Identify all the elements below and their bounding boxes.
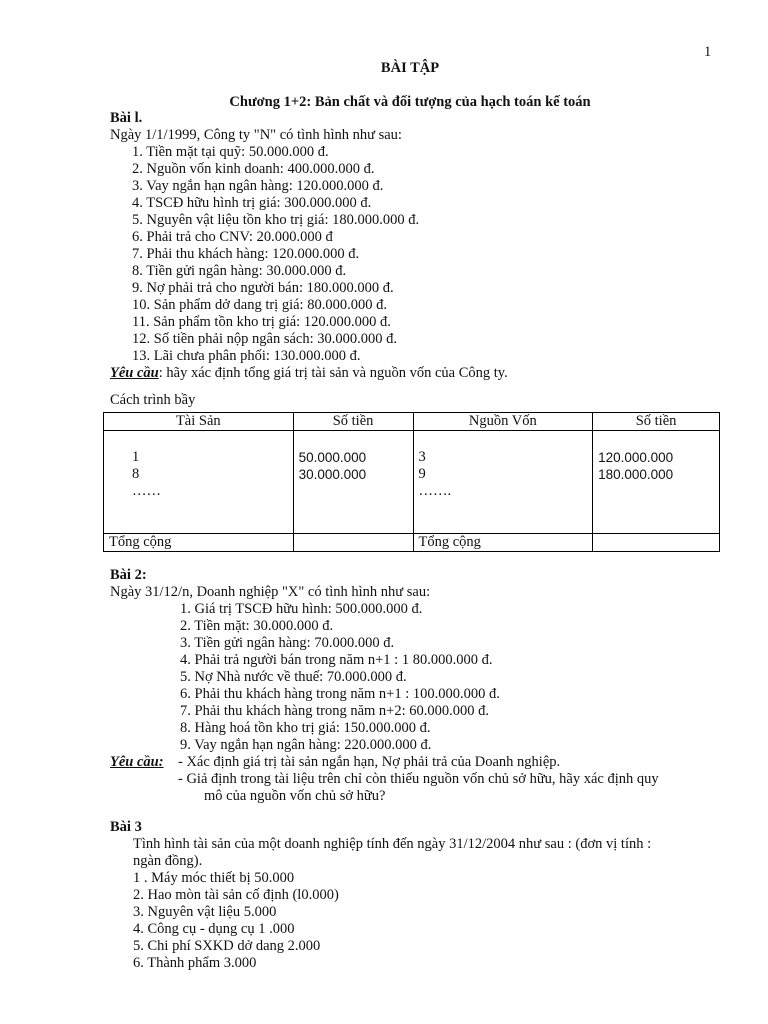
requirement-label: Yêu cầu bbox=[110, 365, 159, 381]
total-left-value bbox=[293, 534, 413, 552]
list-item: 2. Hao mòn tài sản cố định (l0.000) bbox=[133, 887, 339, 903]
table-header-cell: Số tiền bbox=[293, 413, 413, 431]
page-number: 1 bbox=[704, 44, 712, 60]
exercise-2-requirement bbox=[0, 754, 768, 771]
list-item: 6. Phải thu khách hàng trong năm n+1 : 100.000.000 đ. bbox=[180, 686, 500, 702]
cell-value: 120.000.000 bbox=[598, 450, 674, 465]
exercise-3-list bbox=[0, 870, 768, 972]
exercise-3 bbox=[0, 819, 768, 972]
table-header-cell: Tài Sản bbox=[104, 413, 294, 431]
list-item: 4. Phải trả người bán trong năm n+1 : 1 80.000.000 đ. bbox=[180, 652, 493, 668]
list-item: 9. Vay ngắn hạn ngân hàng: 220.000.000 đ. bbox=[180, 737, 432, 753]
list-item: 8. Hàng hoá tồn kho trị giá: 150.000.000 đ. bbox=[180, 720, 431, 736]
list-item: 5. Chi phí SXKD dở dang 2.000 bbox=[133, 938, 321, 954]
table-cell-assets bbox=[104, 431, 294, 534]
exercise-1-requirement bbox=[0, 365, 768, 382]
exercise-3-intro: Tình hình tài sản của một doanh nghiệp tính đến ngày 31/12/2004 như sau : (đơn vị tính : bbox=[133, 836, 652, 852]
total-right-label: Tổng cộng bbox=[413, 534, 593, 552]
list-item: 6. Phải trả cho CNV: 20.000.000 đ bbox=[132, 229, 333, 245]
requirement-label: Yêu cầu: bbox=[110, 754, 164, 770]
cell-value: 50.000.000 bbox=[298, 450, 367, 465]
exercise-2 bbox=[0, 567, 768, 805]
exercise-1 bbox=[0, 110, 768, 409]
list-item: 5. Nợ Nhà nước về thuế: 70.000.000 đ. bbox=[180, 669, 407, 685]
requirement-item-continued: mô của nguồn vốn chủ sở hữu? bbox=[204, 788, 386, 804]
exercise-1-heading: Bài l. bbox=[110, 110, 143, 126]
list-item: 9. Nợ phải trả cho người bán: 180.000.000 đ. bbox=[132, 280, 394, 296]
list-item: 1. Giá trị TSCĐ hữu hình: 500.000.000 đ. bbox=[180, 601, 423, 617]
table-cell-source-amounts bbox=[593, 431, 720, 534]
list-item: 1. Tiền mặt tại quỹ: 50.000.000 đ. bbox=[132, 144, 329, 160]
list-item: 1 . Máy móc thiết bị 50.000 bbox=[133, 870, 295, 886]
cell-value: 3 bbox=[418, 449, 426, 465]
chapter-subtitle: Chương 1+2: Bản chất và đối tượng của hạch toán kế toán bbox=[229, 94, 591, 110]
cell-value: 30.000.000 bbox=[298, 467, 367, 482]
table-header-cell: Số tiền bbox=[593, 413, 720, 431]
list-item: 2. Nguồn vốn kinh doanh: 400.000.000 đ. bbox=[132, 161, 375, 177]
exercise-1-intro: Ngày 1/1/1999, Công ty "N" có tình hình như sau: bbox=[110, 127, 402, 143]
list-item: 2. Tiền mặt: 30.000.000 đ. bbox=[180, 618, 334, 634]
list-item: 3. Vay ngắn hạn ngân hàng: 120.000.000 đ. bbox=[132, 178, 384, 194]
balance-layout-table bbox=[103, 412, 720, 552]
cell-value: 8 bbox=[132, 466, 140, 482]
exercise-3-heading: Bài 3 bbox=[110, 819, 142, 835]
exercise-2-heading: Bài 2: bbox=[110, 567, 147, 583]
exercise-2-list bbox=[0, 601, 768, 754]
list-item: 12. Số tiền phải nộp ngân sách: 30.000.000 đ. bbox=[132, 331, 398, 347]
list-item: 4. Công cụ - dụng cụ 1 .000 bbox=[133, 921, 295, 937]
exercise-2-intro: Ngày 31/12/n, Doanh nghiệp "X" có tình hình như sau: bbox=[110, 584, 431, 600]
list-item: 11. Sản phẩm tồn kho trị giá: 120.000.000 đ. bbox=[132, 314, 391, 330]
requirement-item: - Giả định trong tài liệu trên chỉ còn thiếu nguồn vốn chủ sở hữu, hãy xác định quy bbox=[178, 771, 659, 787]
total-right-value bbox=[593, 534, 720, 552]
list-item: 3. Nguyên vật liệu 5.000 bbox=[133, 904, 277, 920]
total-left-label: Tổng cộng bbox=[104, 534, 294, 552]
table-total-row bbox=[104, 534, 720, 552]
cell-value: 180.000.000 bbox=[598, 467, 674, 482]
list-item: 6. Thành phẩm 3.000 bbox=[133, 955, 257, 971]
list-item: 4. TSCĐ hữu hình trị giá: 300.000.000 đ. bbox=[132, 195, 372, 211]
table-header-row bbox=[104, 413, 720, 431]
table-header-cell: Nguồn Vốn bbox=[413, 413, 593, 431]
cell-value: 1 bbox=[132, 449, 140, 465]
requirement-item: - Xác định giá trị tài sản ngắn hạn, Nợ phải trả của Doanh nghiệp. bbox=[178, 754, 561, 770]
table-row bbox=[104, 431, 720, 534]
list-item: 13. Lãi chưa phân phối: 130.000.000 đ. bbox=[132, 348, 361, 364]
list-item: 3. Tiền gửi ngân hàng: 70.000.000 đ. bbox=[180, 635, 395, 651]
list-item: 5. Nguyên vật liệu tồn kho trị giá: 180.000.000 đ. bbox=[132, 212, 420, 228]
cell-value: ……. bbox=[418, 483, 452, 499]
exercise-1-list bbox=[0, 144, 768, 365]
list-item: 7. Phải thu khách hàng: 120.000.000 đ. bbox=[132, 246, 360, 262]
exercise-3-intro-continued: ngàn đồng). bbox=[133, 853, 203, 869]
cell-value: …… bbox=[132, 483, 161, 499]
list-item: 10. Sản phẩm dở dang trị giá: 80.000.000 đ. bbox=[132, 297, 387, 313]
requirement-text: : hãy xác định tổng giá trị tài sản và nguồn vốn của Công ty. bbox=[158, 365, 508, 381]
list-item: 7. Phải thu khách hàng trong năm n+2: 60.000.000 đ. bbox=[180, 703, 490, 719]
list-item: 8. Tiền gửi ngân hàng: 30.000.000 đ. bbox=[132, 263, 347, 279]
layout-caption: Cách trình bầy bbox=[110, 392, 196, 408]
table-cell-asset-amounts bbox=[293, 431, 413, 534]
table-cell-sources bbox=[413, 431, 593, 534]
cell-value: 9 bbox=[418, 466, 426, 482]
document-title: BÀI TẬP bbox=[380, 60, 440, 76]
